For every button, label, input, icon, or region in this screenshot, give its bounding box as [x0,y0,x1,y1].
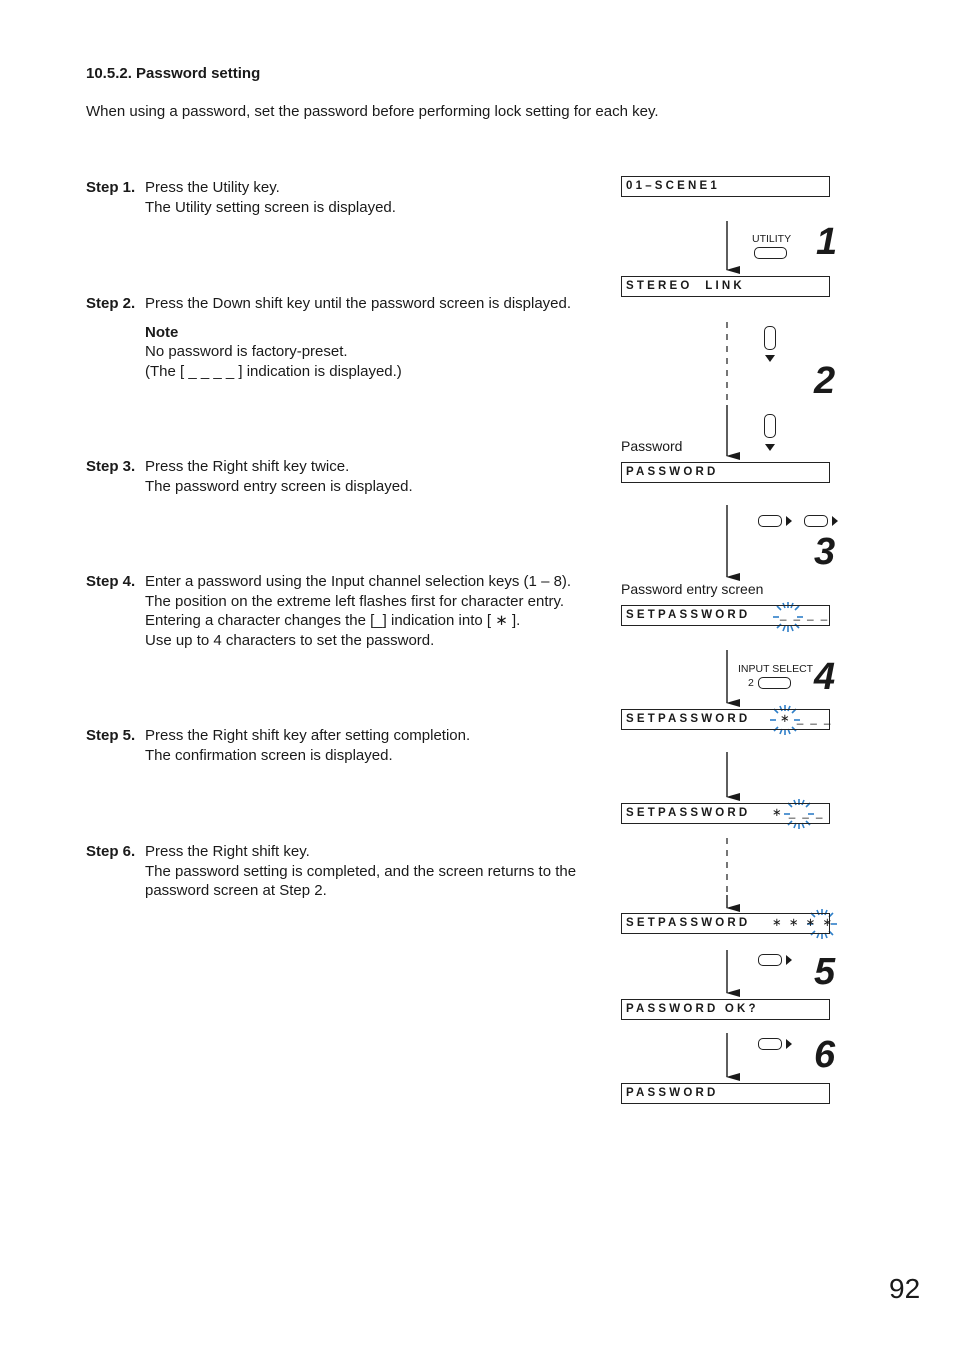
lcd-text: SETPASSWORD [626,807,751,819]
lcd-screen-password-return [621,1083,830,1104]
down-shift-key [764,414,776,438]
arrow-right-icon [786,955,792,965]
lcd-text: STEREO LINK [626,280,745,292]
input-select-label: INPUT SELECT [738,663,814,675]
step-text: Enter a password using the Input channel selection keys (1 – 8). [145,573,572,590]
step-number-5: 5 [814,951,836,993]
step-text: Press the Down shift key until the password screen is displayed. [145,295,572,312]
step-text: The position on the extreme left flashes first for character entry. [145,592,565,610]
lcd-text: PASSWORD [626,466,719,478]
step-number-4: 4 [814,656,836,698]
step-number-6: 6 [814,1034,836,1076]
step-text: Press the Right shift key twice. [145,458,350,475]
lcd-screen-setpassword-one [621,709,833,730]
step-text: The password setting is completed, and the screen returns to the [145,862,577,880]
utility-key-label: UTILITY [752,233,792,245]
arrow-right-icon [832,516,838,526]
lcd-screen-setpassword-empty [621,605,830,626]
lcd-screen-password-ok [621,999,830,1020]
arrow-right-icon [786,1039,792,1049]
lcd-tail: _ _ _ _ [780,609,830,621]
lcd-text: PASSWORD OK? [626,1003,759,1015]
step-label: Step 2. [86,295,136,312]
input-select-key [758,677,791,689]
caption-password-entry: Password entry screen [621,581,764,597]
lcd-text: PASSWORD [626,1087,719,1099]
caption-password: Password [621,438,683,454]
lcd-screen-setpassword-next [621,803,830,824]
lcd-screen-password [621,462,830,483]
step-label: Step 1. [86,179,136,196]
step-text: The password entry screen is displayed. [145,477,413,495]
step-text: Use up to 4 characters to set the password. [145,631,435,649]
intro-text: When using a password, set the password before performing lock setting for each key. [86,103,659,120]
step-text: Entering a character changes the [_] indication into [ ∗ ]. [145,612,521,629]
arrow-right-icon [786,516,792,526]
arrow-down-icon [765,355,775,362]
lcd-tail: ∗ _ _ _ [780,713,833,725]
step-text: The Utility setting screen is displayed. [145,198,396,216]
utility-key [754,247,787,259]
flash-indicator [770,602,837,939]
right-shift-key [804,515,828,527]
page-number: 92 [889,1273,921,1304]
step-text: The confirmation screen is displayed. [145,746,393,764]
lcd-screen-setpassword-full [621,913,835,934]
note-text: (The [ _ _ _ _ ] indication is displayed.) [145,362,402,380]
lcd-tail: ∗ _ _ _ [772,807,825,819]
step-label: Step 6. [86,843,136,860]
step-text: Press the Utility key. [145,179,280,196]
step-label: Step 5. [86,727,136,744]
step-text: Press the Right shift key after setting completion. [145,727,471,744]
note-title: Note [145,323,179,341]
lcd-text: SETPASSWORD [626,609,751,621]
lcd-text: 01–SCENE1 [626,180,721,192]
note-text: No password is factory-preset. [145,343,348,360]
step-text: Press the Right shift key. [145,843,310,860]
arrow-down-icon [765,444,775,451]
step-label: Step 4. [86,573,136,590]
right-shift-key [758,1038,782,1050]
step-number-1: 1 [816,221,838,263]
step-text: password screen at Step 2. [145,882,327,899]
step-number-2: 2 [814,360,836,402]
lcd-text: SETPASSWORD [626,917,751,929]
step-label: Step 3. [86,458,136,475]
lcd-screen-scene [621,176,830,197]
down-shift-key [764,326,776,350]
lcd-screen-stereo-link [621,276,830,297]
lcd-tail: ∗ ∗ ∗ ∗ [772,917,835,929]
section-heading: 10.5.2. Password setting [86,65,261,82]
right-shift-key [758,954,782,966]
right-shift-key [758,515,782,527]
lcd-text: SETPASSWORD [626,713,751,725]
input-select-number: 2 [748,677,754,689]
step-number-3: 3 [814,531,836,573]
